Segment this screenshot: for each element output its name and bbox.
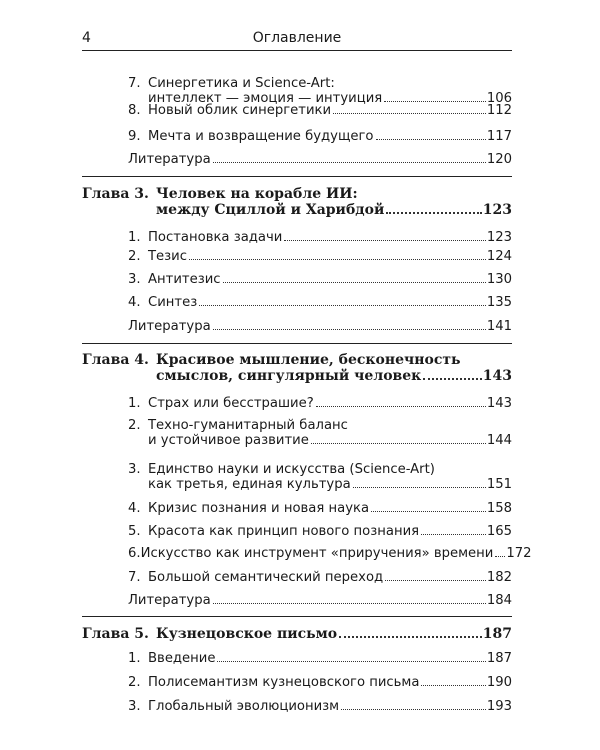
section-number: 9.	[128, 129, 141, 144]
page-ref: 124	[486, 249, 512, 264]
page-ref: 151	[486, 477, 512, 492]
dot-leader	[217, 661, 485, 662]
page-ref: 143	[482, 368, 512, 384]
chapter-separator	[82, 616, 512, 617]
toc-chapter[interactable]	[82, 352, 512, 384]
toc-section[interactable]	[128, 272, 512, 287]
section-number: 2.	[128, 418, 141, 433]
section-number: 5.	[128, 524, 141, 539]
toc-section[interactable]	[128, 396, 512, 411]
toc-section[interactable]	[128, 699, 512, 714]
dot-leader	[311, 443, 486, 444]
page-ref: 190	[486, 675, 512, 690]
section-title: Техно-гуманитарный баланс	[148, 418, 348, 433]
page-ref: 187	[486, 651, 512, 666]
dot-leader	[316, 406, 486, 407]
section-number: 6.	[128, 546, 141, 561]
section-title: Антитезис	[148, 272, 221, 287]
chapter-title: Кузнецовское письмо	[156, 626, 338, 642]
dot-leader	[376, 139, 486, 140]
page-ref: 123	[486, 230, 512, 245]
dot-leader	[339, 636, 482, 638]
section-title: Новый облик синергетики	[148, 103, 332, 118]
chapter-title: Красивое мышление, бесконечность	[156, 352, 461, 368]
toc-section[interactable]	[128, 675, 512, 690]
section-number: 2.	[128, 249, 141, 264]
chapter-title-continuation: смыслов, сингулярный человек	[156, 368, 422, 384]
section-title: Искусство как инструмент «приручения» времени	[140, 546, 494, 561]
chapter-label: Глава 5.	[82, 626, 149, 642]
section-number: 2.	[128, 675, 141, 690]
dot-leader	[189, 259, 486, 260]
page-ref: 112	[486, 103, 512, 118]
dot-leader	[333, 113, 486, 114]
section-title: Глобальный эволюционизм	[148, 699, 340, 714]
toc-section[interactable]	[128, 249, 512, 264]
dot-leader	[495, 556, 505, 557]
toc-section[interactable]	[128, 103, 512, 118]
section-title: Мечта и возвращение будущего	[148, 129, 374, 144]
section-number: 8.	[128, 103, 141, 118]
page-number: 4	[82, 30, 91, 46]
section-number: 7.	[128, 570, 141, 585]
toc-literature[interactable]	[128, 152, 512, 167]
page-ref: 141	[486, 319, 512, 334]
page-ref: 144	[486, 433, 512, 448]
section-title-continuation: и устойчивое развитие	[148, 433, 309, 448]
chapter-label: Глава 4.	[82, 352, 149, 368]
chapter-label: Глава 3.	[82, 186, 149, 202]
page-ref: 172	[506, 546, 532, 561]
toc-section[interactable]	[128, 462, 512, 492]
page-ref: 135	[486, 295, 512, 310]
running-title: Оглавление	[252, 30, 342, 46]
page-ref: 117	[486, 129, 512, 144]
dot-leader	[199, 305, 486, 306]
page-ref: 182	[486, 570, 512, 585]
section-title: Постановка задачи	[148, 230, 283, 245]
dot-leader	[371, 511, 486, 512]
dot-leader	[213, 329, 486, 330]
section-title: Кризис познания и новая наука	[148, 501, 370, 516]
dot-leader	[385, 580, 486, 581]
dot-leader	[384, 101, 486, 102]
toc-section[interactable]	[128, 501, 512, 516]
section-number: 3.	[128, 462, 141, 477]
section-number: 1.	[128, 396, 141, 411]
section-title-continuation: интеллект — эмоция — интуиция	[148, 91, 383, 106]
section-number: 3.	[128, 272, 141, 287]
section-title: Полисемантизм кузнецовского письма	[148, 675, 420, 690]
toc-section[interactable]	[128, 524, 512, 539]
toc-section[interactable]	[128, 546, 532, 561]
section-title: Красота как принцип нового познания	[148, 524, 420, 539]
literature-label: Литература	[128, 593, 211, 608]
header-rule	[82, 50, 512, 51]
section-number: 1.	[128, 651, 141, 666]
dot-leader	[213, 603, 486, 604]
page-ref: 123	[482, 202, 512, 218]
page-ref: 165	[486, 524, 512, 539]
toc-chapter[interactable]	[82, 186, 512, 218]
chapter-separator	[82, 343, 512, 344]
page-ref: 184	[486, 593, 512, 608]
page-ref: 120	[486, 152, 512, 167]
dot-leader	[423, 378, 481, 380]
toc-section[interactable]	[128, 129, 512, 144]
section-title: Единство науки и искусства (Science-Art)	[148, 462, 435, 477]
page-header	[82, 30, 512, 50]
section-number: 3.	[128, 699, 141, 714]
section-title: Синергетика и Science-Art:	[148, 76, 335, 91]
literature-label: Литература	[128, 319, 211, 334]
section-title: Большой семантический переход	[148, 570, 384, 585]
toc-section[interactable]	[128, 418, 512, 448]
dot-leader	[284, 240, 485, 241]
chapter-title-continuation: между Сциллой и Харибдой	[156, 202, 385, 218]
section-number: 7.	[128, 76, 141, 91]
section-title: Тезис	[148, 249, 188, 264]
dot-leader	[386, 212, 481, 214]
dot-leader	[341, 709, 486, 710]
toc-chapter[interactable]	[82, 626, 512, 642]
toc-section[interactable]	[128, 230, 512, 245]
section-title-continuation: как третья, единая культура	[148, 477, 351, 492]
section-title: Введение	[148, 651, 216, 666]
page-ref: 193	[486, 699, 512, 714]
section-title: Страх или бесстрашие?	[148, 396, 314, 411]
toc-section[interactable]	[128, 76, 512, 106]
section-number: 4.	[128, 295, 141, 310]
section-number: 1.	[128, 230, 141, 245]
page-ref: 187	[482, 626, 512, 642]
page-ref: 158	[486, 501, 512, 516]
page-ref: 130	[486, 272, 512, 287]
toc-section[interactable]	[128, 295, 512, 310]
chapter-title: Человек на корабле ИИ:	[156, 186, 358, 202]
toc-literature[interactable]	[128, 319, 512, 334]
literature-label: Литература	[128, 152, 211, 167]
toc-section[interactable]	[128, 570, 512, 585]
dot-leader	[421, 685, 485, 686]
chapter-separator	[82, 176, 512, 177]
dot-leader	[223, 282, 486, 283]
toc-literature[interactable]	[128, 593, 512, 608]
dot-leader	[421, 534, 486, 535]
dot-leader	[353, 487, 486, 488]
section-title: Синтез	[148, 295, 198, 310]
dot-leader	[213, 162, 486, 163]
toc-section[interactable]	[128, 651, 512, 666]
page-ref: 143	[486, 396, 512, 411]
page-ref: 106	[486, 91, 512, 106]
section-number: 4.	[128, 501, 141, 516]
